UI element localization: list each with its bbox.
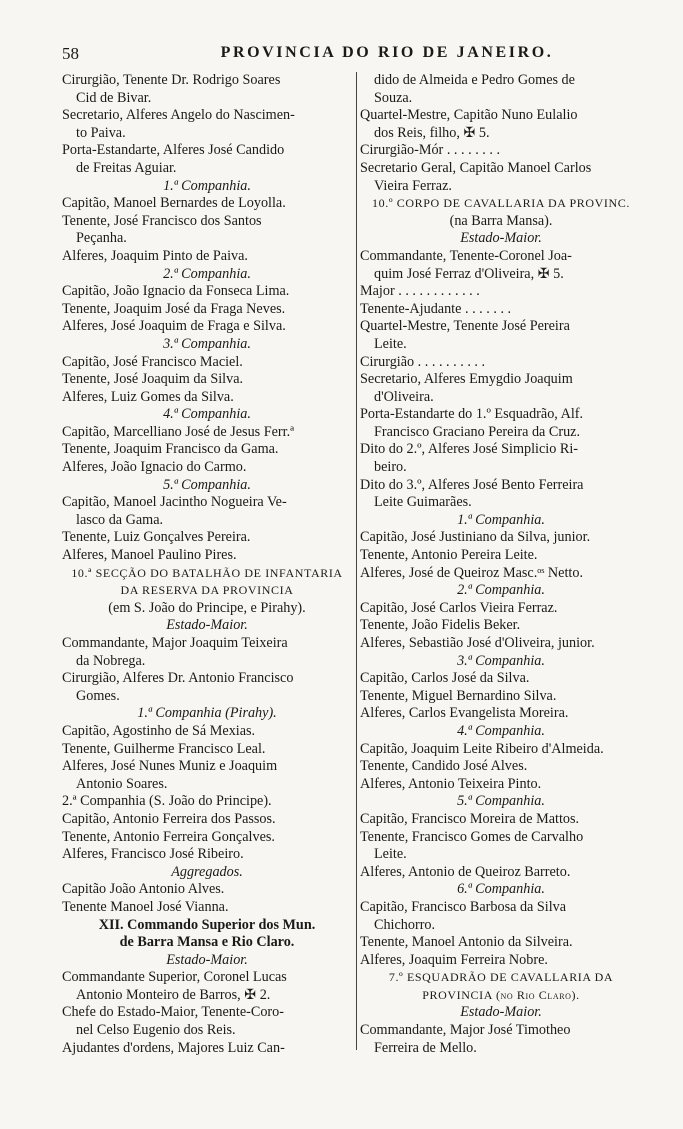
text-line: Capitão, Antonio Ferreira dos Passos. [62,810,276,827]
roster-entry [360,1022,642,1057]
subsection-heading [360,653,642,671]
text-line: Major . . . . . . . . . . . . [360,283,480,300]
text-line: Tenente, José Francisco dos Santos [62,212,262,229]
roster-entry [62,881,352,899]
text-line: Commandante Superior, Coronel Lucas [62,969,287,986]
text-line: Secretario, Alferes Emygdio Joaquim [360,371,573,388]
text-line: Capitão, Carlos José da Silva. [360,670,530,687]
roster-entry [62,899,352,917]
text-line: Capitão, Marcelliano José de Jesus Ferr.ª [62,423,295,440]
text-line: Tenente, Antonio Pereira Leite. [360,547,538,564]
text-line: Alferes, José de Queiroz Masc.ᵒˢ Netto. [360,564,583,581]
text-line: 7.º ESQUADRÃO DE CAVALLARIA DA [388,970,614,985]
text-line: 2.ª Companhia. [163,265,251,282]
text-line: 1.ª Companhia. [163,177,251,194]
roster-entry [360,670,642,688]
roster-entry [360,354,642,372]
page-header [62,44,642,68]
text-line: Alferes, Antonio de Queiroz Barreto. [360,863,571,880]
running-title: PROVINCIA DO RIO DE JANEIRO. [220,44,554,61]
roster-entry [360,529,642,547]
text-line: 1.ª Companhia (Pirahy). [137,705,277,722]
roster-entry [62,441,352,459]
text-line: to Paiva. [76,124,126,141]
text-line: 3.ª Companhia. [163,335,251,352]
roster-entry [360,477,642,512]
text-line: Cid de Bivar. [76,89,152,106]
text-line: Aggregados. [171,863,243,880]
text-line: PROVINCIA (no Rio Claro). [422,987,580,1002]
text-line: Alferes, Joaquim Ferreira Nobre. [360,951,548,968]
location-note [62,600,352,618]
right-column [360,72,642,1057]
roster-entry [62,670,352,705]
text-line: (em S. João do Principe, e Pirahy). [108,599,306,616]
text-line: Francisco Graciano Pereira da Cruz. [374,423,581,440]
roster-entry [360,617,642,635]
roster-entry [62,846,352,864]
roster-entry [360,547,642,565]
roster-entry [360,371,642,406]
text-line: Antonio Monteiro de Barros, ✠ 2. [76,986,271,1003]
text-line: Quartel-Mestre, Capitão Nuno Eulalio [360,107,578,124]
text-line: Capitão, Agostinho de Sá Mexias. [62,722,256,739]
text-line: Tenente, Francisco Gomes de Carvalho [360,828,584,845]
roster-entry [360,934,642,952]
roster-entry [360,318,642,353]
roster-entry [360,741,642,759]
left-column [62,72,352,1057]
roster-entry [62,195,352,213]
unit-heading [62,565,352,600]
text-line: 6.ª Companhia. [457,881,545,898]
text-line: Tenente, Guilherme Francisco Leal. [62,740,266,757]
roster-entry [62,529,352,547]
roster-entry [62,371,352,389]
text-line: dido de Almeida e Pedro Gomes de [374,72,575,88]
roster-entry [62,424,352,442]
text-line: Dito do 3.º, Alferes José Bento Ferreira [360,476,584,493]
text-line: Peçanha. [76,230,127,247]
roster-entry [360,688,642,706]
text-line: Vieira Ferraz. [374,177,452,194]
text-line: Alferes, Carlos Evangelista Moreira. [360,705,569,722]
text-line: DA RESERVA DA PROVINCIA [120,583,294,598]
text-line: Estado-Maior. [166,951,248,968]
roster-entry [360,811,642,829]
text-line: Alferes, Antonio Teixeira Pinto. [360,775,542,792]
text-line: Alferes, Sebastião José d'Oliveira, junior. [360,635,595,651]
text-line: Tenente, Antonio Ferreira Gonçalves. [62,828,275,845]
roster-entry [360,952,642,970]
subsection-heading [62,864,352,882]
text-line: Capitão, João Ignacio da Fonseca Lima. [62,283,290,300]
subsection-heading [360,512,642,530]
subsection-heading [360,1004,642,1022]
text-line: Souza. [374,89,413,106]
subsection-heading [360,723,642,741]
roster-entry [360,301,642,319]
text-line: Antonio Soares. [76,775,168,792]
text-line: Commandante, Major José Timotheo [360,1022,571,1039]
subsection-heading [62,336,352,354]
text-line: 5.ª Companhia. [457,793,545,810]
text-line: 10.º CORPO DE CAVALLARIA DA PROVINC. [372,196,630,211]
page-number: 58 [62,44,79,63]
roster-entry [62,494,352,529]
roster-entry [360,705,642,723]
roster-entry [62,723,352,741]
text-line: Alferes, José Joaquim de Fraga e Silva. [62,318,286,335]
text-line: Commandante, Major Joaquim Teixeira [62,635,288,651]
roster-entry [360,72,642,107]
roster-entry [62,741,352,759]
text-line: Secretario, Alferes Angelo do Nascimen- [62,107,295,124]
roster-entry [62,354,352,372]
text-line: Dito do 2.º, Alferes José Simplicio Ri- [360,441,578,458]
text-line: Capitão, Manoel Jacintho Nogueira Ve- [62,494,287,511]
text-line: Porta-Estandarte do 1.º Esquadrão, Alf. [360,406,584,423]
text-line: Quartel-Mestre, Tenente José Pereira [360,318,570,335]
roster-entry [62,829,352,847]
text-line: 4.ª Companhia. [457,722,545,739]
text-line: Gomes. [76,687,120,704]
text-line: Porta-Estandarte, Alferes José Candido [62,142,285,159]
text-line: Capitão João Antonio Alves. [62,881,225,898]
subsection-heading [360,881,642,899]
text-line: Cirurgião-Mór . . . . . . . . [360,142,501,159]
text-line: Tenente, Manoel Antonio da Silveira. [360,934,573,951]
roster-entry [360,758,642,776]
text-line: Capitão, José Carlos Vieira Ferraz. [360,599,558,616]
text-line: XII. Commando Superior dos Mun. [98,916,316,933]
text-line: Capitão, Francisco Barbosa da Silva [360,898,567,915]
roster-entry [62,248,352,266]
subsection-heading [62,266,352,284]
roster-entry [360,160,642,195]
text-line: Estado-Maior. [460,1004,542,1021]
roster-entry [360,283,642,301]
text-line: Alferes, José Nunes Muniz e Joaquim [62,758,278,775]
text-line: 4.ª Companhia. [163,406,251,423]
subsection-heading [62,178,352,196]
roster-entry [360,829,642,864]
text-line: Tenente, Miguel Bernardino Silva. [360,687,557,704]
roster-entry [360,248,642,283]
subsection-heading [62,705,352,723]
subsection-heading [62,477,352,495]
text-line: beiro. [374,459,407,476]
text-line: Tenente, Joaquim Francisco da Gama. [62,441,279,458]
text-line: Ferreira de Mello. [374,1039,477,1056]
roster-entry [62,72,352,107]
text-line: d'Oliveira. [374,388,434,405]
roster-entry [62,389,352,407]
text-line: Alferes, Manoel Paulino Pires. [62,547,237,564]
roster-entry [62,635,352,670]
text-line: Cirurgião . . . . . . . . . . [360,353,486,370]
text-line: Cirurgião, Alferes Dr. Antonio Francisco [62,670,294,687]
text-line: Chefe do Estado-Maior, Tenente-Coro- [62,1004,284,1021]
roster-entry [360,776,642,794]
roster-entry [360,142,642,160]
text-line: 10.ª SECÇÃO DO BATALHÃO DE INFANTARIA [71,565,343,580]
text-line: 5.ª Companhia. [163,476,251,493]
roster-entry [62,758,352,793]
roster-entry [62,213,352,248]
roster-entry [62,1040,352,1058]
roster-entry [62,301,352,319]
section-heading [62,917,352,952]
roster-entry [62,459,352,477]
text-line: Tenente-Ajudante . . . . . . . [360,300,512,317]
subsection-heading [62,952,352,970]
subsection-heading [62,617,352,635]
roster-entry [360,635,642,653]
text-line: Leite. [374,846,407,863]
text-line: Chichorro. [374,916,436,933]
text-line: Capitão, José Justiniano da Silva, junior. [360,529,591,546]
roster-entry [360,864,642,882]
text-line: de Freitas Aguiar. [76,159,177,176]
subsection-heading [360,582,642,600]
subsection-heading [360,793,642,811]
text-line: Cirurgião, Tenente Dr. Rodrigo Soares [62,72,281,88]
text-line: 2.ª Companhia. [457,582,545,599]
text-line: da Nobrega. [76,652,146,669]
text-line: Tenente, João Fidelis Beker. [360,617,521,634]
roster-entry [360,406,642,441]
text-line: Commandante, Tenente-Coronel Joa- [360,247,572,264]
text-line: Leite Guimarães. [374,494,472,511]
text-line: (na Barra Mansa). [449,212,553,229]
text-line: Ajudantes d'ordens, Majores Luiz Can- [62,1039,285,1056]
roster-entry [62,1004,352,1039]
roster-entry [62,107,352,142]
text-line: Tenente, Luiz Gonçalves Pereira. [62,529,251,546]
roster-entry [62,547,352,565]
roster-entry [62,793,352,811]
column-divider [356,72,357,1050]
text-line: Tenente, Joaquim José da Fraga Neves. [62,300,286,317]
text-line: de Barra Mansa e Rio Claro. [119,934,295,951]
roster-entry [62,811,352,829]
text-line: Tenente Manoel José Vianna. [62,898,229,915]
text-line: Alferes, Francisco José Ribeiro. [62,846,244,863]
unit-heading [360,969,642,1004]
text-line: Alferes, João Ignacio do Carmo. [62,459,247,476]
text-line: 2.ª Companhia (S. João do Principe). [62,793,272,810]
text-line: Alferes, Joaquim Pinto de Paiva. [62,247,248,264]
subsection-heading [62,406,352,424]
roster-entry [360,600,642,618]
location-note [360,213,642,231]
text-line: Capitão, Joaquim Leite Ribeiro d'Almeida. [360,740,604,757]
text-line: Estado-Maior. [460,230,542,247]
roster-entry [360,565,642,583]
text-line: Tenente, Candido José Alves. [360,758,528,775]
roster-entry [62,142,352,177]
text-line: quim José Ferraz d'Oliveira, ✠ 5. [374,265,564,282]
text-line: lasco da Gama. [76,511,164,528]
text-line: Estado-Maior. [166,617,248,634]
text-line: dos Reis, filho, ✠ 5. [374,124,490,141]
text-line: Alferes, Luiz Gomes da Silva. [62,388,234,405]
roster-entry [62,283,352,301]
text-line: Capitão, José Francisco Maciel. [62,353,243,370]
text-line: nel Celso Eugenio dos Reis. [76,1022,236,1039]
text-line: Secretario Geral, Capitão Manoel Carlos [360,159,592,176]
text-line: Tenente, José Joaquim da Silva. [62,371,244,388]
roster-entry [360,441,642,476]
text-line: 1.ª Companhia. [457,511,545,528]
text-line: 3.ª Companhia. [457,652,545,669]
roster-entry [360,899,642,934]
subsection-heading [360,230,642,248]
roster-entry [360,107,642,142]
text-line: Capitão, Manoel Bernardes de Loyolla. [62,195,286,212]
roster-entry [62,318,352,336]
text-line: Leite. [374,335,407,352]
text-line: Capitão, Francisco Moreira de Mattos. [360,810,580,827]
roster-entry [62,969,352,1004]
unit-heading [360,195,642,213]
